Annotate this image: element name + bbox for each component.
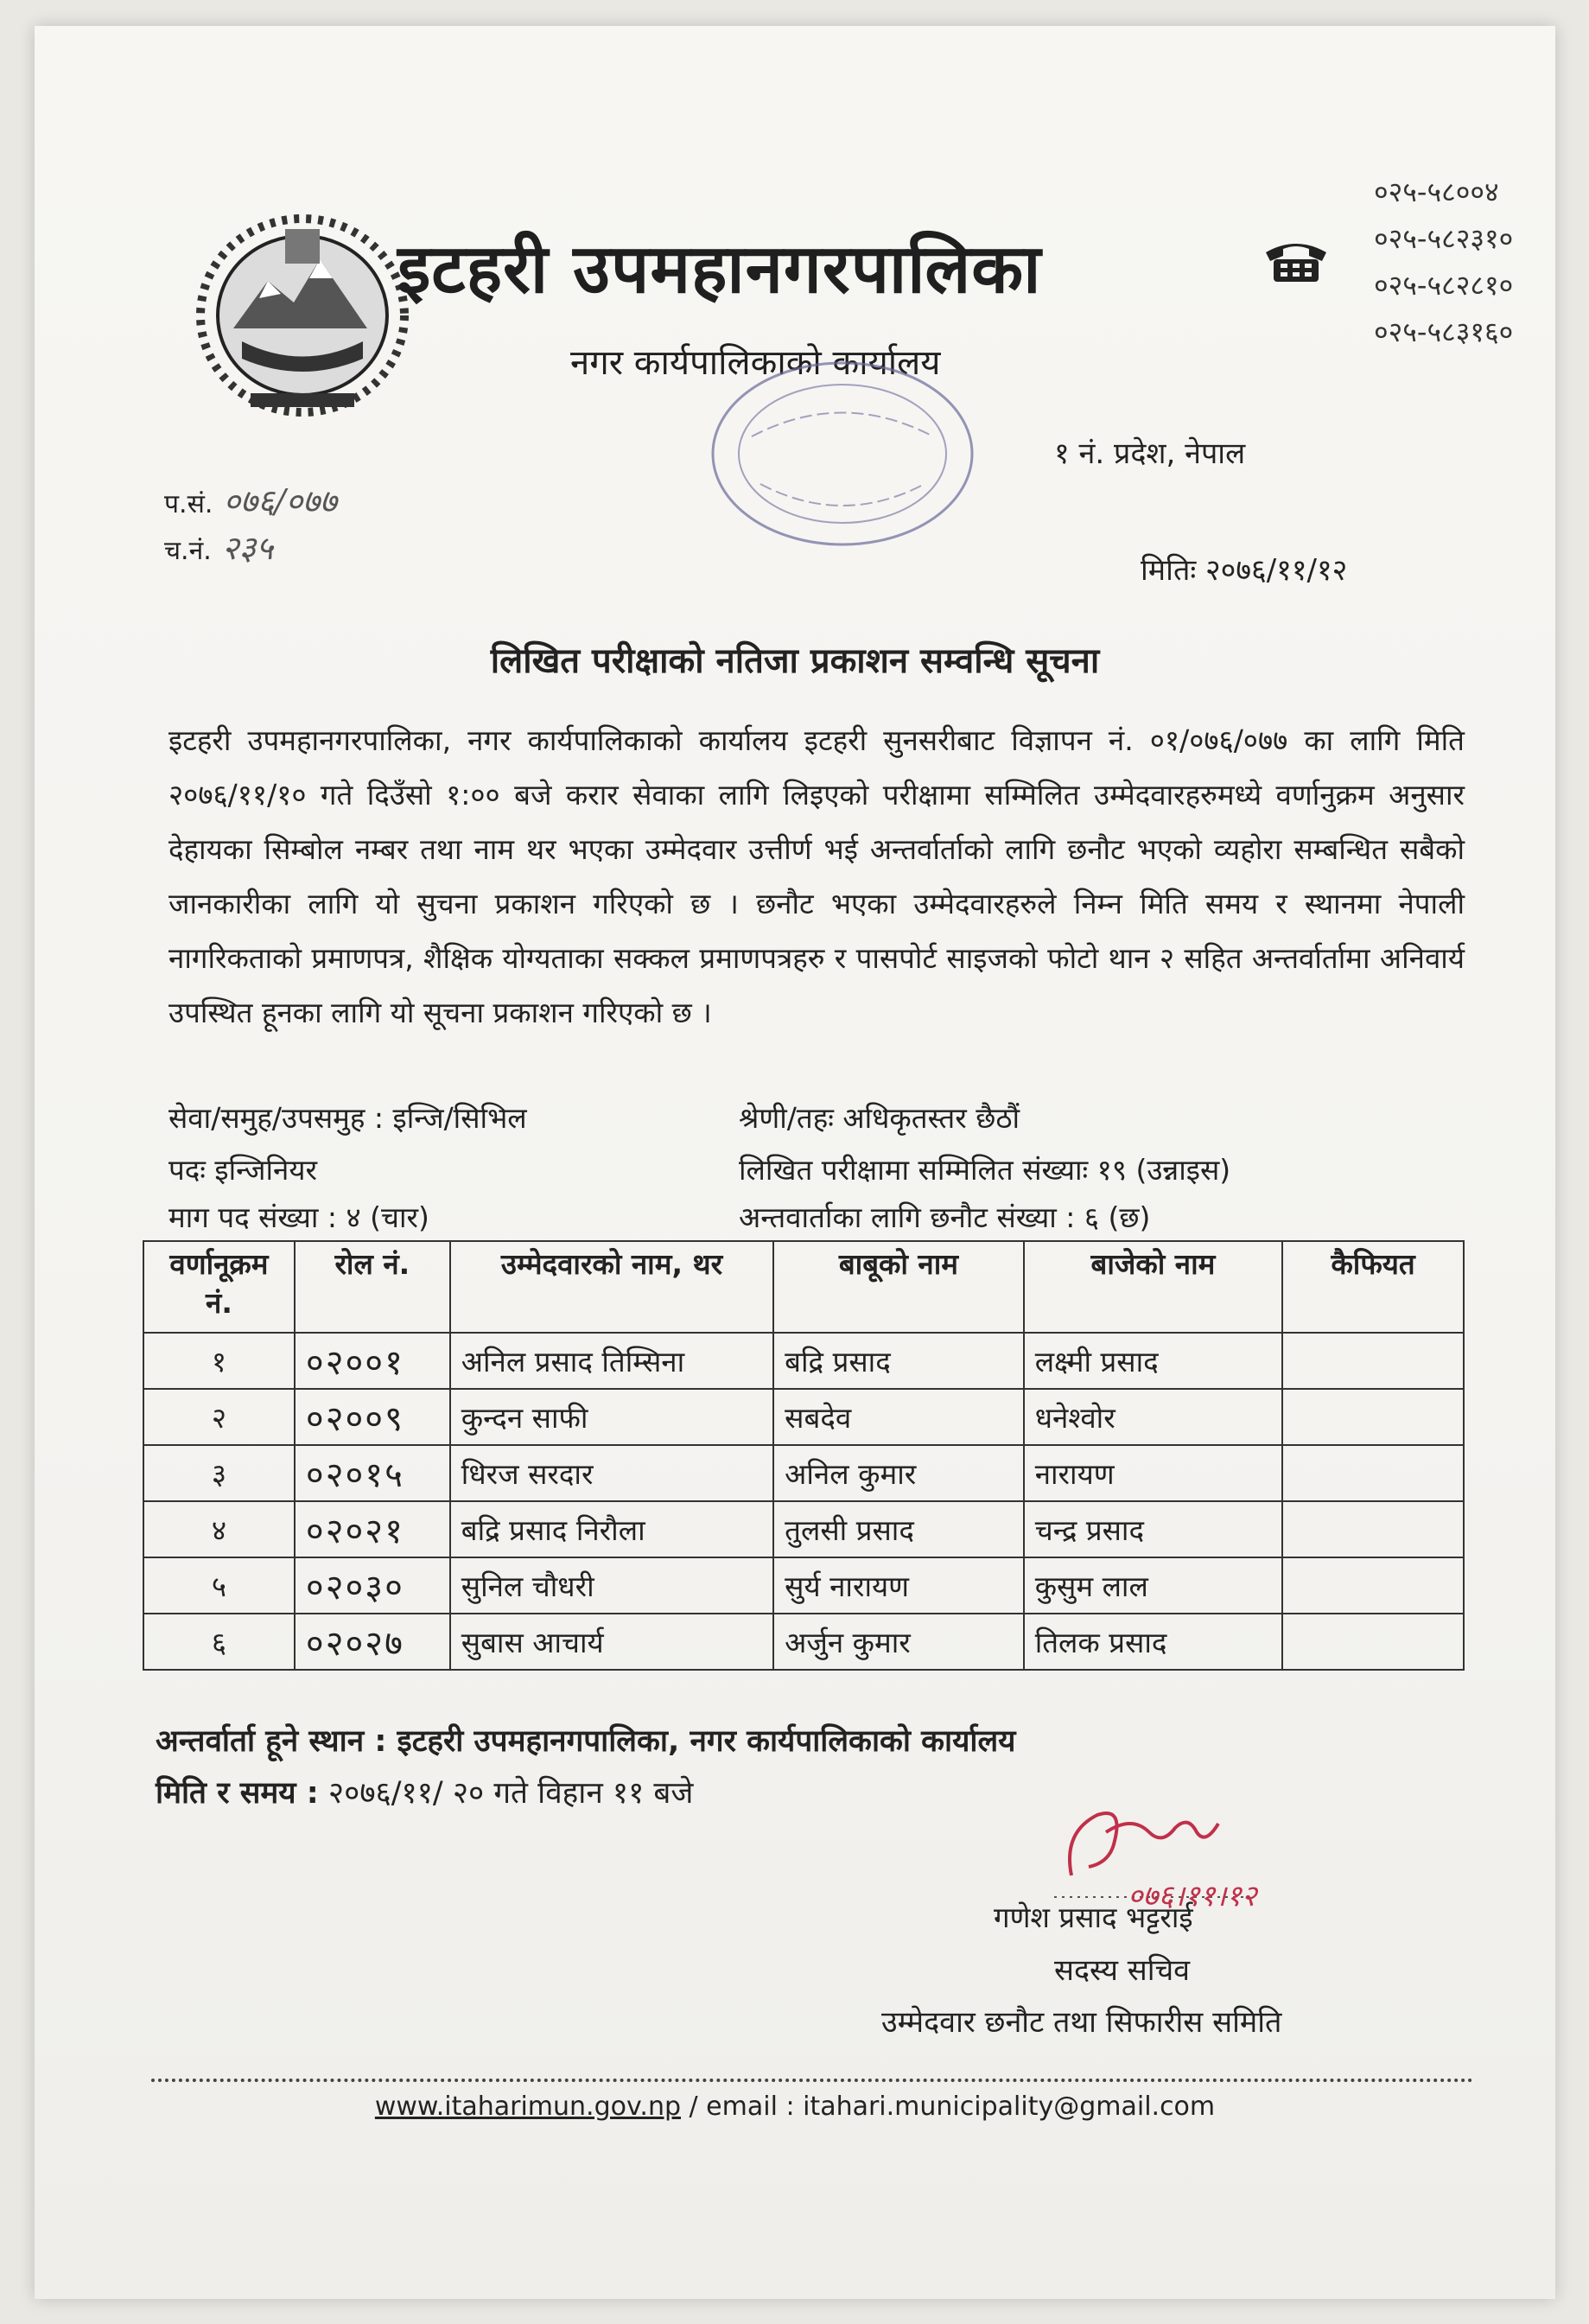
- serial-cell: २: [143, 1389, 295, 1445]
- phone-number: ०२५-५८००४: [1374, 175, 1499, 208]
- government-emblem-icon: [181, 199, 423, 432]
- column-header: वर्णानूक्रम नं.: [143, 1241, 295, 1333]
- province-text: १ नं. प्रदेश, नेपाल: [1054, 436, 1246, 471]
- shortlisted-count: अन्तवार्ताका लागि छनौट संख्या : ६ (छ): [739, 1200, 1151, 1234]
- signatory-committee: उम्मेदवार छनौट तथा सिफारीस समिति: [881, 2005, 1282, 2040]
- table-row: [143, 1557, 1464, 1614]
- phone-numbers: [1374, 169, 1513, 355]
- serial-cell: ६: [143, 1614, 295, 1670]
- grandfather-name-cell: तिलक प्रसाद: [1024, 1614, 1283, 1670]
- examined-count: लिखित परीक्षामा सम्मिलित संख्याः १९ (उन्नाइस): [739, 1153, 1231, 1187]
- website-link[interactable]: www.itaharimun.gov.np: [374, 2092, 681, 2122]
- document-page: [35, 26, 1555, 2299]
- column-header: बाबूको नाम: [773, 1241, 1024, 1333]
- column-header: कैफियत: [1282, 1241, 1464, 1333]
- phone-number: ०२५-५८३१६०: [1374, 315, 1514, 348]
- signature-date: ०७६।११।१२: [1128, 1879, 1257, 1913]
- reference-label: प.सं.: [164, 489, 213, 519]
- dispatch-number: २३५: [221, 529, 274, 567]
- roll-cell: ०२००१: [295, 1333, 450, 1389]
- email-link[interactable]: itahari.municipality@gmail.com: [803, 2092, 1216, 2122]
- footer: [35, 2092, 1555, 2122]
- datetime-label: मिति र समय :: [156, 1776, 319, 1811]
- table-header-row: [143, 1241, 1464, 1333]
- footer-divider: [151, 2079, 1473, 2082]
- grandfather-name-cell: लक्ष्मी प्रसाद: [1024, 1333, 1283, 1389]
- interview-venue: [156, 1720, 1015, 1761]
- roll-cell: ०२०३०: [295, 1557, 450, 1614]
- father-name-cell: सुर्य नारायण: [773, 1557, 1024, 1614]
- demand-count: माग पद संख्या : ४ (चार): [168, 1200, 429, 1234]
- phone-number: ०२५-५८२८१०: [1374, 269, 1514, 302]
- grandfather-name-cell: चन्द्र प्रसाद: [1024, 1501, 1283, 1557]
- venue-value: इटहरी उपमहानगपालिका, नगर कार्यपालिकाको कार्यालय: [397, 1724, 1016, 1759]
- service-group: सेवा/समुह/उपसमुह : इन्जि/सिभिल: [168, 1101, 527, 1135]
- candidate-name-cell: अनिल प्रसाद तिम्सिना: [450, 1333, 773, 1389]
- remarks-cell: [1282, 1501, 1464, 1557]
- table-row: [143, 1333, 1464, 1389]
- father-name-cell: बद्रि प्रसाद: [773, 1333, 1024, 1389]
- table-row: [143, 1614, 1464, 1670]
- roll-cell: ०२०१५: [295, 1445, 450, 1501]
- table-row: [143, 1445, 1464, 1501]
- father-name-cell: सबदेव: [773, 1389, 1024, 1445]
- candidate-name-cell: सुबास आचार्य: [450, 1614, 773, 1670]
- candidate-name-cell: बद्रि प्रसाद निरौला: [450, 1501, 773, 1557]
- grandfather-name-cell: नारायण: [1024, 1445, 1283, 1501]
- roll-cell: ०२०२१: [295, 1501, 450, 1557]
- telephone-icon: [1262, 233, 1331, 285]
- column-header: उम्मेदवारको नाम, थर: [450, 1241, 773, 1333]
- datetime-value: २०७६/११/ २० गते विहान ११ बजे: [327, 1776, 694, 1811]
- serial-cell: ३: [143, 1445, 295, 1501]
- post: पदः इन्जिनियर: [168, 1153, 317, 1187]
- notice-date: मितिः २०७६/११/१२: [1141, 553, 1348, 588]
- phone-number: ०२५-५८२३१०: [1374, 222, 1514, 255]
- remarks-cell: [1282, 1557, 1464, 1614]
- column-header: रोल नं.: [295, 1241, 450, 1333]
- office-stamp-icon: [700, 354, 985, 553]
- municipality-title: इटहरी उपमहानगरपालिका: [397, 231, 1042, 309]
- table-row: [143, 1389, 1464, 1445]
- column-header: बाजेको नाम: [1024, 1241, 1283, 1333]
- notice-title: लिखित परीक्षाको नतिजा प्रकाशन सम्वन्धि सूचना: [490, 641, 1100, 681]
- grandfather-name-cell: कुसुम लाल: [1024, 1557, 1283, 1614]
- father-name-cell: अर्जुन कुमार: [773, 1614, 1024, 1670]
- signatory-post: सदस्य सचिव: [1054, 1953, 1191, 1988]
- roll-cell: ०२०२७: [295, 1614, 450, 1670]
- father-name-cell: अनिल कुमार: [773, 1445, 1024, 1501]
- reference-number: ०७६/०७७: [223, 482, 337, 520]
- results-table: [143, 1240, 1465, 1671]
- serial-cell: १: [143, 1333, 295, 1389]
- venue-label: अन्तर्वार्ता हूने स्थान :: [156, 1724, 387, 1759]
- serial-cell: ५: [143, 1557, 295, 1614]
- reference-block: [164, 480, 337, 573]
- remarks-cell: [1282, 1333, 1464, 1389]
- roll-cell: ०२००९: [295, 1389, 450, 1445]
- remarks-cell: [1282, 1389, 1464, 1445]
- table-row: [143, 1501, 1464, 1557]
- interview-datetime: [156, 1772, 693, 1812]
- remarks-cell: [1282, 1445, 1464, 1501]
- remarks-cell: [1282, 1614, 1464, 1670]
- serial-cell: ४: [143, 1501, 295, 1557]
- notice-body: इटहरी उपमहानगरपालिका, नगर कार्यपालिकाको कार्यालय इटहरी सुनसरीबाट विज्ञापन नं. ०१/०७६/०७७ का लागि मिति २०७६/११/१० गते दिउँसो १:०० बजे करार सेवाका लागि लिइएको परीक्षामा सम्मिलित उम्मेदवारहरुमध्ये वर्णानुक्रम अनुसार देहायका सिम्बोल नम्बर तथा नाम थर भएका उम्मेदवार उत्तीर्ण भई अन्तर्वार्ताको लागि छनौट भएको व्यहोरा सम्बन्धित सबैको जानकारीका लागि यो सुचना प्रकाशन गरिएको छ । छनौट भएका उम्मेदवारहरुले निम्न मिति समय र स्थानमा नेपाली नागरिकताको प्रमाणपत्र, शैक्षिक योग्यताका सक्कल प्रमाणपत्रहरु र पासपोर्ट साइजको फोटो थान २ सहित अन्तर्वार्तामा अनिवार्य उपस्थित हूनका लागि यो सूचना प्रकाशन गरिएको छ ।: [168, 723, 1465, 1029]
- level: श्रेणी/तहः अधिकृतस्तर छैठौं: [739, 1101, 1020, 1135]
- candidate-name-cell: कुन्दन साफी: [450, 1389, 773, 1445]
- office-subtitle: नगर कार्यपालिकाको कार्यालय: [570, 343, 941, 383]
- candidate-name-cell: सुनिल चौधरी: [450, 1557, 773, 1614]
- father-name-cell: तुलसी प्रसाद: [773, 1501, 1024, 1557]
- signatory-name: गणेश प्रसाद भट्टराई: [994, 1901, 1193, 1934]
- footer-separator: / email :: [681, 2092, 804, 2122]
- grandfather-name-cell: धनेश्वोर: [1024, 1389, 1283, 1445]
- dispatch-label: च.नं.: [164, 536, 212, 566]
- candidate-name-cell: धिरज सरदार: [450, 1445, 773, 1501]
